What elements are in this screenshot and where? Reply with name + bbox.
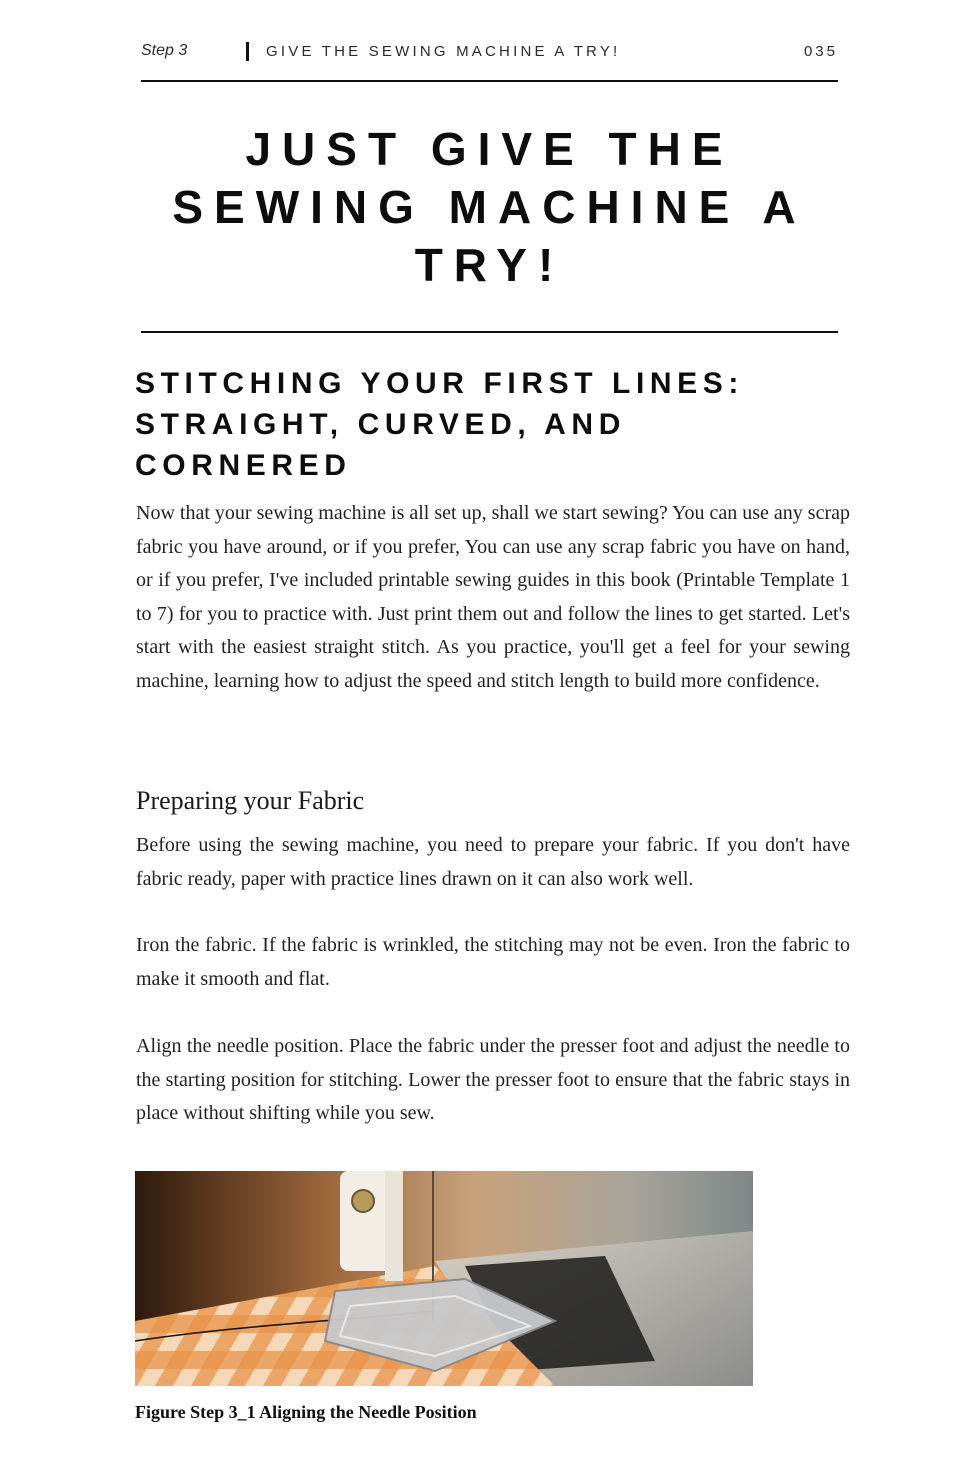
page-title <box>141 120 838 294</box>
iron-paragraph: Iron the fabric. If the fabric is wrinkled, the stitching may not be even. Iron the fabric to make it smooth and flat. <box>136 934 850 990</box>
step-label: Step 3 <box>141 42 188 59</box>
section-heading-line: CORNERED <box>135 449 352 482</box>
figure-photo <box>135 1171 753 1386</box>
title-line: TRY! <box>414 239 565 291</box>
align-paragraph: Align the needle position. Place the fabric under the presser foot and adjust the needle to the starting position for stitching. Lower the presser foot to ensure that the fabric stays in place without shifting while you sew. <box>136 1035 850 1124</box>
intro-paragraph: Now that your sewing machine is all set up, shall we start sewing? You can use any scrap fabric you have around, or if you prefer, You can use any scrap fabric you have on hand, or if you prefer, I've included printable sewing guides in this book (Printable Template 1 to 7) for you to practice with. Just print them out and follow the lines to get started. Let's start with the easiest straight stitch. As you practice, you'll get a feel for your sewing machine, learning how to adjust the speed and stitch length to build more confidence. <box>136 502 850 692</box>
section-heading-line: STITCHING YOUR FIRST LINES: <box>135 367 744 400</box>
running-header <box>141 40 838 64</box>
title-rule <box>141 331 838 333</box>
title-line: JUST GIVE THE <box>245 123 734 175</box>
thumb-screw <box>352 1190 374 1212</box>
chapter-title: GIVE THE SEWING MACHINE A TRY! <box>266 43 621 60</box>
title-line: SEWING MACHINE A <box>172 181 807 233</box>
page-number: 035 <box>803 43 838 60</box>
header-divider <box>246 42 249 61</box>
figure-caption: Figure Step 3_1 Aligning the Needle Position <box>135 1402 477 1422</box>
sewing-machine-illustration <box>135 1171 753 1386</box>
subheading-preparing-fabric: Preparing your Fabric <box>136 786 365 815</box>
needle-clamp <box>385 1171 403 1281</box>
section-heading <box>135 363 835 486</box>
prep-paragraph: Before using the sewing machine, you need to prepare your fabric. If you don't have fabric ready, paper with practice lines drawn on it can also work well. <box>136 834 850 890</box>
section-heading-line: STRAIGHT, CURVED, AND <box>135 408 626 441</box>
header-rule <box>141 80 838 82</box>
